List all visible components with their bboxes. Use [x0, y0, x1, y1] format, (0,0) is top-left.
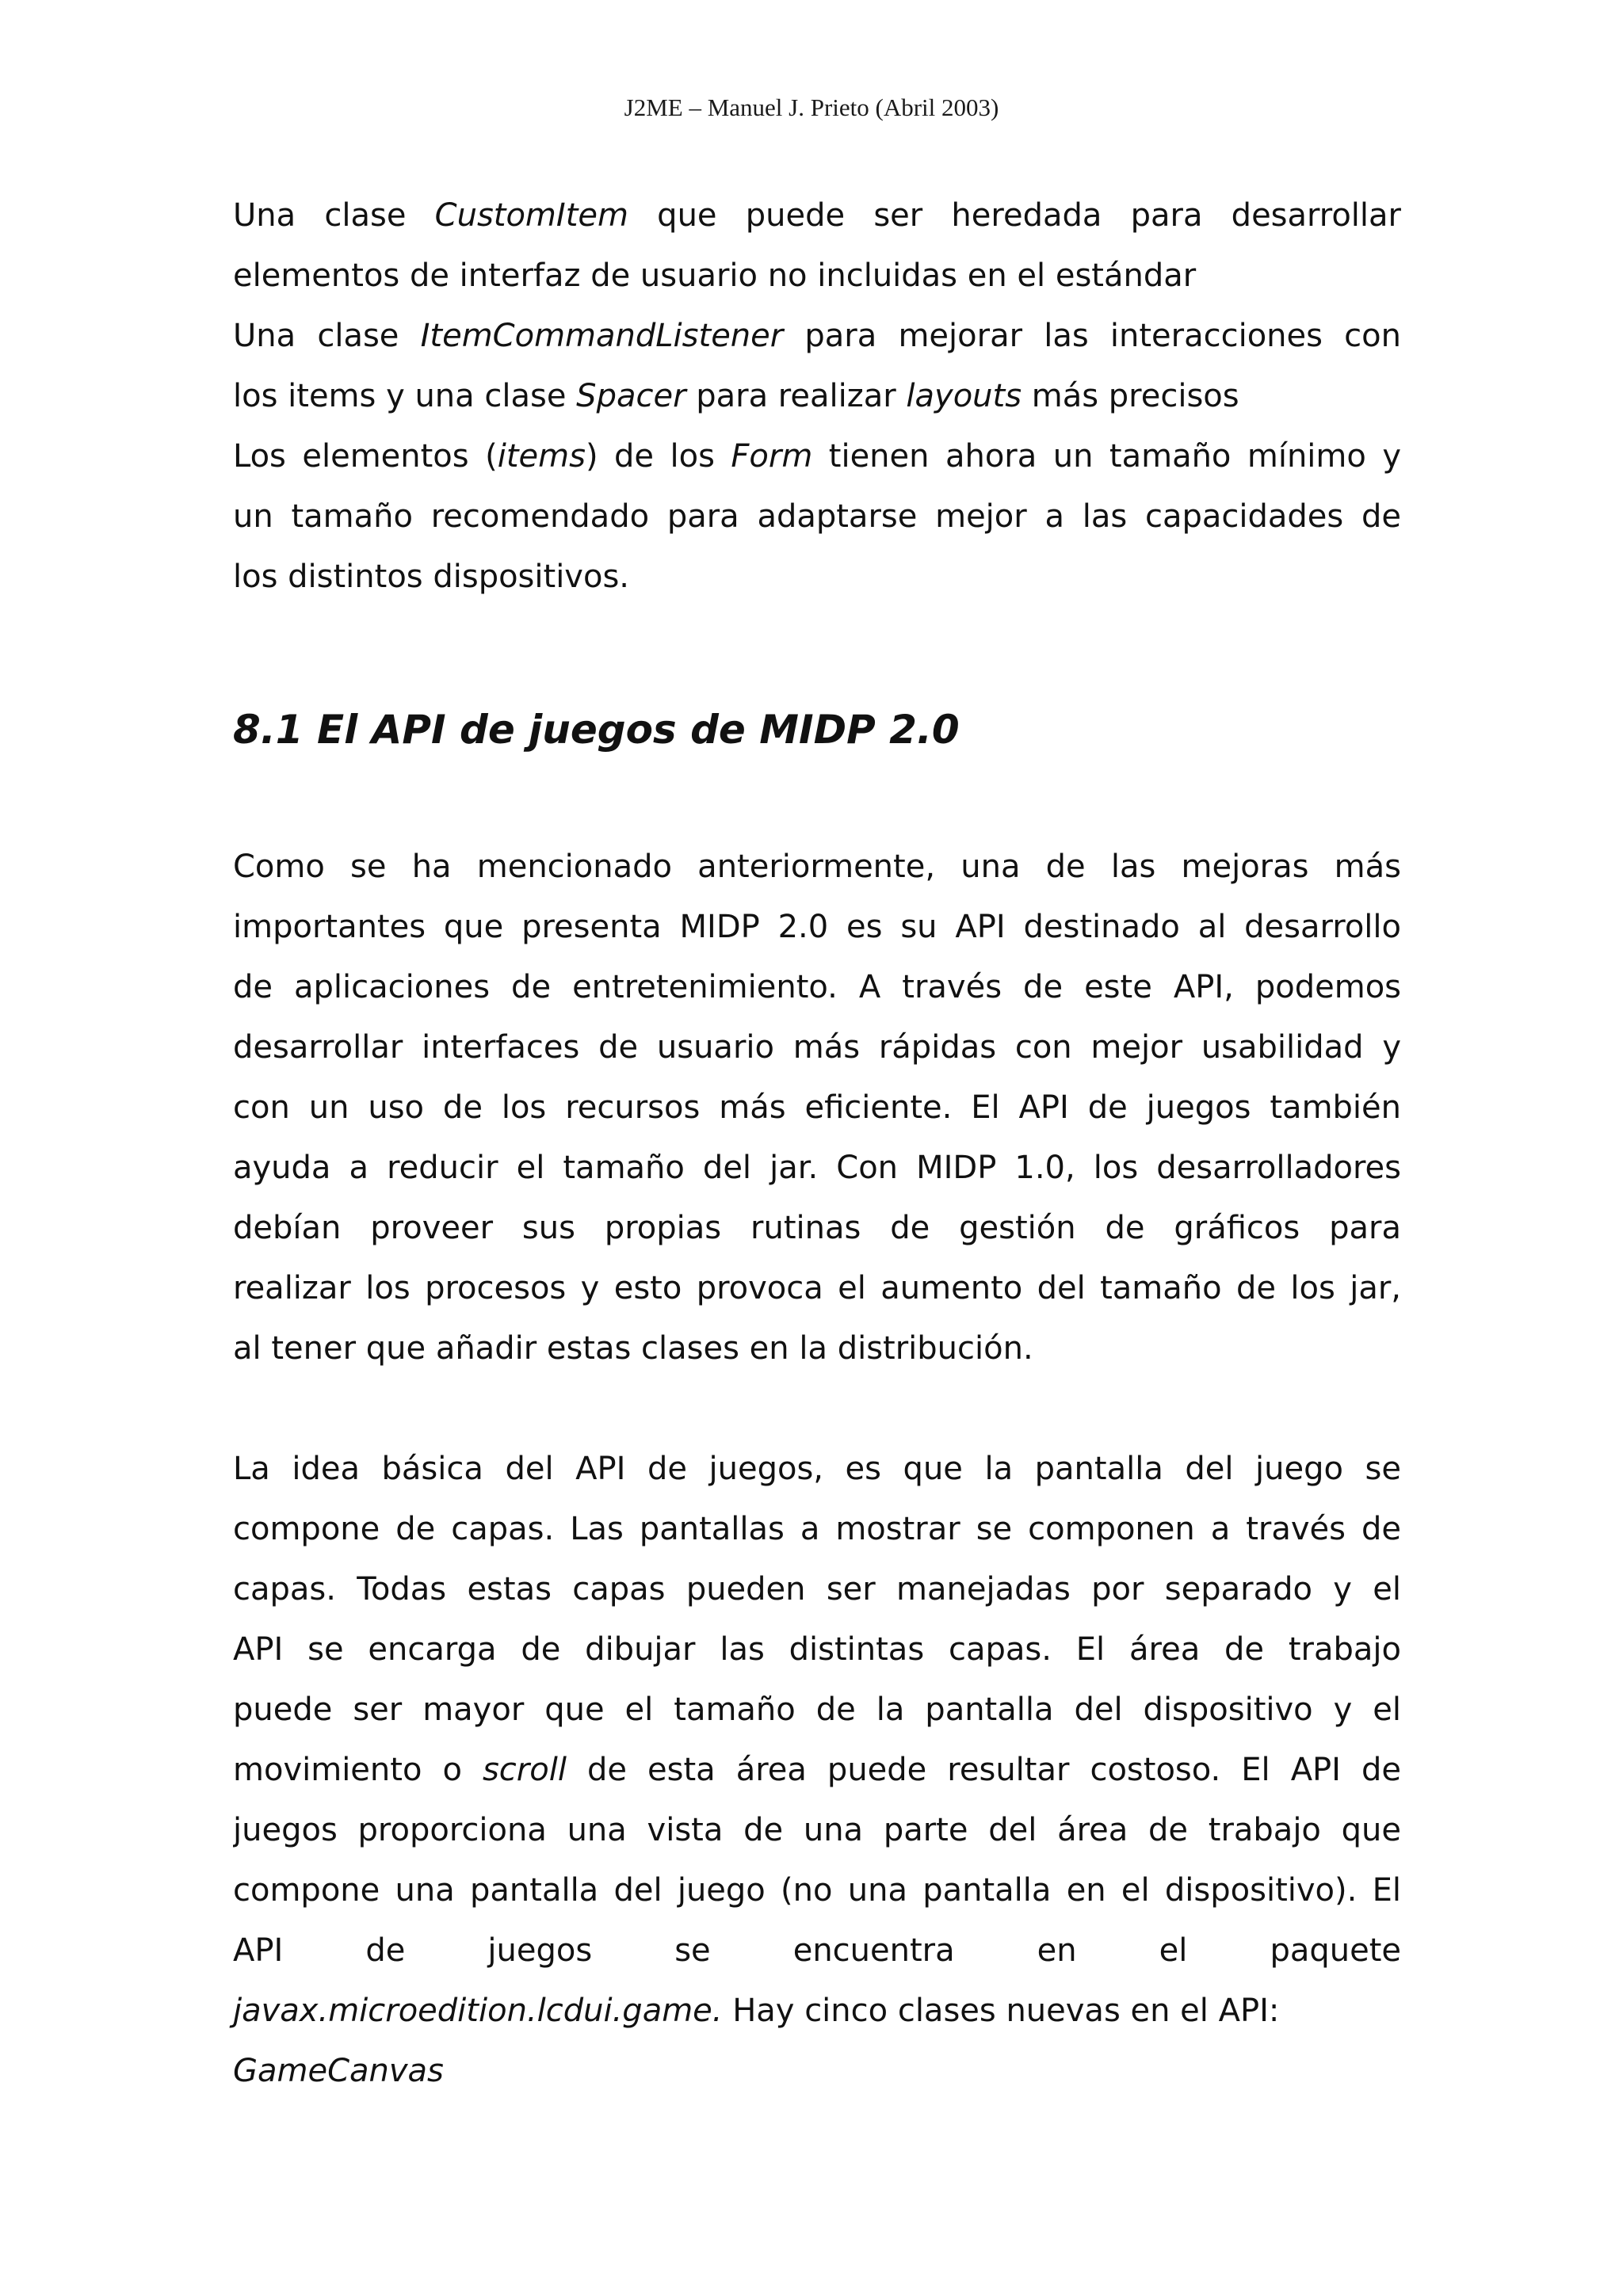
- intro-block: [233, 185, 1401, 607]
- intro-line-3: Una clase ItemCommandListener para mejorar las interacciones con: [233, 318, 1401, 354]
- p2-line: La idea básica del API de juegos, es que la pantalla del juego se: [233, 1451, 1401, 1487]
- p1-line: realizar los procesos y esto provoca el aumento del tamaño de los jar,: [233, 1270, 1401, 1306]
- p1-line: importantes que presenta MIDP 2.0 es su API destinado al desarrollo: [233, 909, 1401, 945]
- p2-line: movimiento o scroll de esta área puede resultar costoso. El API de: [233, 1752, 1401, 1788]
- p2-line: capas. Todas estas capas pueden ser manejadas por separado y el: [233, 1571, 1401, 1608]
- p1-line: desarrollar interfaces de usuario más rápidas con mejor usabilidad y: [233, 1029, 1401, 1066]
- running-header: J2ME – Manuel J. Prieto (Abril 2003): [624, 93, 999, 121]
- class-name-customitem: CustomItem: [434, 197, 628, 234]
- paragraph-1: [233, 837, 1401, 1379]
- p2-line: API de juegos se encuentra en el paquete: [233, 1932, 1401, 1969]
- p1-line: con un uso de los recursos más eficiente. El API de juegos también: [233, 1089, 1401, 1126]
- intro-line-4: los items y una clase Spacer para realizar layouts más precisos: [233, 378, 1239, 414]
- intro-line-5: Los elementos (items) de los Form tienen ahora un tamaño mínimo y: [233, 438, 1401, 475]
- class-name-spacer: Spacer: [576, 378, 686, 414]
- section-heading: 8.1 El API de juegos de MIDP 2.0: [233, 707, 960, 753]
- class-name-itemcommandlistener: ItemCommandListener: [420, 318, 784, 354]
- p2-line: compone de capas. Las pantallas a mostrar se componen a través de: [233, 1511, 1401, 1547]
- p2-line: javax.microedition.lcdui.game. Hay cinco clases nuevas en el API:: [233, 1993, 1280, 2029]
- intro-line-7: los distintos dispositivos.: [233, 559, 629, 595]
- term-scroll: scroll: [482, 1752, 567, 1788]
- class-name-gamecanvas: GameCanvas: [233, 2053, 444, 2089]
- p1-line: al tener que añadir estas clases en la distribución.: [233, 1330, 1033, 1367]
- intro-line-1: Una clase CustomItem que puede ser heredada para desarrollar: [233, 197, 1401, 234]
- p1-line: de aplicaciones de entretenimiento. A través de este API, podemos: [233, 969, 1401, 1005]
- p2-line: compone una pantalla del juego (no una pantalla en el dispositivo). El: [233, 1872, 1401, 1909]
- paragraph-2: [233, 1439, 1401, 2101]
- class-name-form: Form: [731, 438, 813, 475]
- p2-line: [233, 2041, 1401, 2101]
- p1-line: ayuda a reducir el tamaño del jar. Con MIDP 1.0, los desarrolladores: [233, 1150, 1401, 1186]
- p2-line: puede ser mayor que el tamaño de la pantalla del dispositivo y el: [233, 1691, 1401, 1728]
- term-items: items: [497, 438, 586, 475]
- p2-line: juegos proporciona una vista de una parte del área de trabajo que: [233, 1812, 1401, 1848]
- p2-line: API se encarga de dibujar las distintas capas. El área de trabajo: [233, 1631, 1401, 1668]
- p1-line: debían proveer sus propias rutinas de gestión de gráficos para: [233, 1210, 1401, 1246]
- term-layouts: layouts: [906, 378, 1022, 414]
- package-name: javax.microedition.lcdui.game.: [233, 1993, 723, 2029]
- intro-line-2: elementos de interfaz de usuario no incluidas en el estándar: [233, 257, 1197, 294]
- intro-line-6: un tamaño recomendado para adaptarse mejor a las capacidades de: [233, 498, 1401, 535]
- p1-line: Como se ha mencionado anteriormente, una de las mejoras más: [233, 849, 1401, 885]
